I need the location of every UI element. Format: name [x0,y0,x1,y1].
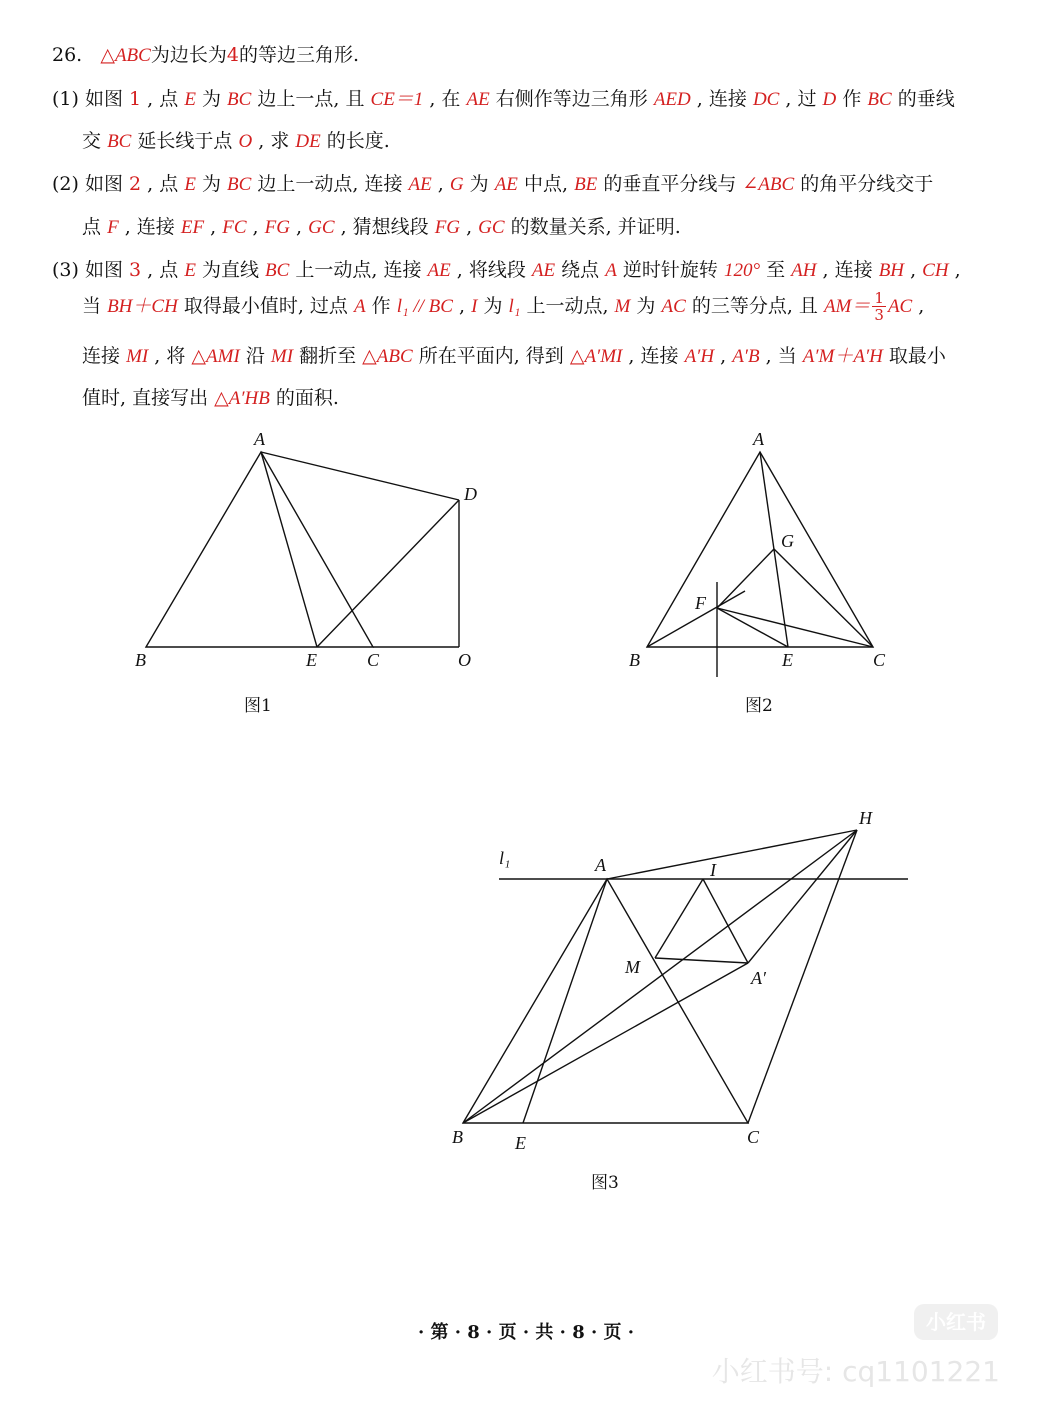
math-token: GC [478,217,505,238]
math-token: CH [922,260,949,281]
text-token: , 在 [429,88,461,110]
math-token: GC [308,217,335,238]
triangle-abc: △ABC [100,45,151,66]
text-token: 连接 [82,345,121,367]
math-token: A′H [684,346,715,367]
math-token: BC [227,174,252,195]
fig3-label-b: B [452,1127,463,1147]
fig3-label-a: A [595,855,606,875]
math-token: ∠ABC [742,174,795,195]
text-token: , [720,345,727,367]
math-token: I [471,295,478,317]
text-token: , 猜想线段 [340,216,429,238]
text-token: 为 [636,294,656,317]
text-token: 的面积. [275,387,339,409]
text-token: , 连接 [124,216,175,238]
math-token: MI [126,346,149,367]
fig1-label-b: B [135,650,146,670]
fig2-caption: 图2 [745,696,773,716]
math-token: AM＝ [823,295,871,317]
math-token: M [614,295,631,317]
part2-tag: (2) [52,173,79,195]
part1-tag: (1) [52,88,79,110]
fig3-label-c: C [747,1127,760,1147]
text-token: 中点, [523,173,569,195]
text-token: 为 [201,173,221,195]
fig1-label-e: E [306,650,317,670]
text-token: 翻折至 [299,345,357,367]
frac-den: 3 [874,306,884,324]
fig3-segment-bh [463,830,857,1123]
text-token: , 当 [765,345,797,367]
math-token: AE [494,174,518,195]
math-token: EF [180,217,205,238]
math-token: △A′MI [569,346,623,367]
text-token: , 将 [154,345,186,367]
math-token: O [238,131,253,152]
math-token: G [449,174,464,195]
math-token: AED [653,89,691,110]
math-token: BC [107,131,132,152]
text-token: , [296,216,303,238]
text-token: , [954,259,961,281]
text-token: 右侧作等边三角形 [495,88,648,110]
question-number: 26. [52,44,83,66]
text-token: , [437,173,444,195]
fig3-segment-mi [655,879,703,958]
text-token: 当 [82,294,102,317]
text-token: 为直线 [201,259,259,281]
text-token: , 连接 [628,345,679,367]
text-token: 延长线于点 [137,130,233,152]
math-token: E [184,174,196,195]
text-token: , [252,216,259,238]
math-token: l₁ // BC [396,295,453,317]
math-token: MI [270,346,294,367]
math-token: AC [887,295,913,317]
math-token: 2 [129,173,142,195]
fig2-label-f: F [695,593,706,613]
text-token: 点 [159,88,179,110]
math-token: BE [574,174,598,195]
text-token: 取得最小值时, 过点 [183,294,348,317]
text-token: , 连接 [822,259,873,281]
fig1-label-o: O [458,650,471,670]
text-token: 上一动点, 连接 [295,259,422,281]
text-token: 的三等分点, 且 [691,294,818,317]
text-token: 如图 [84,88,123,110]
text-token: 的角平分线交于 [800,173,934,195]
text-token: , 连接 [696,88,747,110]
math-token: A′B [732,346,760,367]
math-token: FG [264,217,290,238]
math-token: DC [752,89,780,110]
math-token: BC [265,260,290,281]
text-token: 沿 [245,345,265,367]
text-token: , 点 [147,259,179,281]
text-token: , 点 [147,173,179,195]
fig3-label-a-prime: A′ [751,968,766,988]
text-token: 的长度. [326,130,390,152]
text-token: 取最小 [888,345,946,367]
text-token: 所在平面内, 得到 [418,345,564,367]
text-token: 如图 [84,173,123,195]
text-token: 的数量关系, 并证明. [510,216,681,238]
fig2-label-b: B [629,650,640,670]
side-length: 4 [226,44,239,66]
fig1-label-d: D [464,484,477,504]
fig2-label-g: G [781,531,794,551]
text-token: 作 [842,88,862,110]
page-footer: · 第 · 8 · 页 · 共 · 8 · 页 · [417,1322,635,1343]
text-token: 边上一点, 且 [257,88,365,110]
fig3-label-e: E [515,1133,526,1153]
fig2-label-c: C [873,650,886,670]
math-token: AE [466,89,490,110]
math-token: △A′HB [214,388,270,409]
text-token: 值时, 直接写出 [82,387,209,409]
math-token: FC [222,217,247,238]
math-token: 120° [723,260,761,281]
math-token: A′M＋A′H [802,346,883,367]
math-token: AE [408,174,432,195]
text-token: 为 [483,294,503,317]
math-token: D [822,89,837,110]
text-token: 边上一动点, 连接 [257,173,403,195]
text-token: 至 [766,259,786,281]
fig3-segment-ah [607,830,857,879]
math-token: DE [295,131,321,152]
text-token: , [210,216,217,238]
fig3-label-i: I [710,860,716,880]
text-token: , [910,259,917,281]
text-token: 如图 [84,259,123,281]
math-token: l₁ [508,295,521,317]
fig3-segment-ah2 [748,830,857,963]
part3-tag: (3) [52,259,79,281]
fig1-label-a: A [254,429,265,449]
fig3-label-l1: l₁ [499,848,511,868]
math-token: FG [434,217,461,238]
fig3-segment-ab [463,963,748,1123]
math-token: AC [661,295,686,317]
math-token: △ABC [362,346,413,367]
fig3-caption: 图3 [591,1173,619,1193]
math-token: BH＋CH [107,295,178,317]
text-token: , 过 [785,88,817,110]
text-token: 的垂线 [897,88,955,110]
math-token: 1 [129,88,142,110]
text-token: , [458,294,466,317]
text-token: , [466,216,473,238]
math-token: BC [867,89,892,110]
math-token: E [184,260,196,281]
fig3-segment-ia [703,879,748,963]
intro-text-end: 的等边三角形. [238,44,359,66]
text-token: 交 [82,130,102,152]
text-token: , 求 [258,130,290,152]
math-token: BH [878,260,905,281]
math-token: A [353,295,366,317]
math-token: AE [427,260,451,281]
math-token: E [184,89,196,110]
intro-text: 为边长为 [150,44,227,66]
text-token: 逆时针旋转 [622,259,718,281]
fig2-label-e: E [782,650,793,670]
math-token: 3 [129,259,142,281]
text-token: 的垂直平分线与 [603,173,737,195]
math-token: △AMI [191,346,240,367]
math-token: AH [791,260,817,281]
fig1-label-c: C [367,650,380,670]
text-token: , [147,88,154,110]
text-token: 作 [371,294,391,317]
math-token: A [605,260,617,281]
text-token: 上一动点, [526,294,609,317]
watermark-text: 小红书号: cq1101221 [711,1355,1000,1388]
text-token: 为 [201,88,221,110]
text-token: 为 [469,173,489,195]
fig1-caption: 图1 [244,696,272,716]
watermark-logo: 小红书 [914,1304,998,1340]
fig2-label-a: A [753,429,764,449]
math-token: CE＝1 [370,89,424,110]
fig3-label-h: H [859,808,872,828]
fig3-label-m: M [625,957,640,977]
frac-num: 1 [874,289,884,307]
math-token: F [107,217,119,238]
text-token: , 将线段 [456,259,526,281]
fig3-triangle-abc [463,879,748,1123]
text-token: 绕点 [561,259,600,281]
math-token: AE [531,260,556,281]
text-token: , [918,294,925,317]
text-token: 点 [82,216,102,238]
fig3-segment-ma [655,958,748,963]
math-token: BC [227,89,252,110]
